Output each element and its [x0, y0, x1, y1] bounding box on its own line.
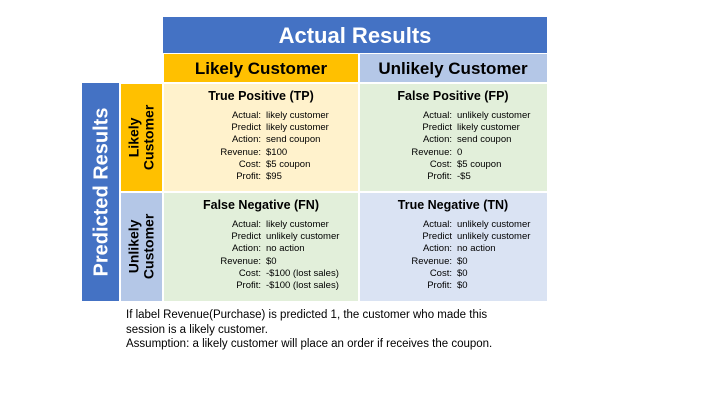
detail-key: Cost:	[429, 158, 452, 170]
detail-value: unlikely customer	[266, 231, 340, 243]
detail-value: $5 coupon	[266, 158, 311, 170]
row-unlikely-line-1: Unlikely	[125, 219, 142, 274]
detail-key: Predict	[231, 231, 261, 243]
detail-value: likely customer	[266, 219, 329, 230]
detail-row	[359, 110, 547, 122]
grid-divider	[163, 53, 547, 54]
detail-value: send coupon	[457, 134, 512, 146]
detail-value: -$100 (lost sales)	[266, 280, 339, 292]
detail-value: send coupon	[266, 134, 321, 146]
cell-details	[163, 110, 359, 183]
cell-false-positive	[359, 83, 547, 192]
detail-row	[163, 231, 359, 243]
detail-value: unlikely customer	[457, 219, 531, 230]
grid-divider	[119, 83, 121, 301]
cell-title: True Positive (TP)	[208, 89, 314, 103]
detail-key: Profit:	[427, 280, 452, 292]
predicted-results-label: Predicted Results	[90, 107, 113, 277]
detail-row	[359, 159, 547, 171]
detail-row	[359, 122, 547, 134]
detail-key: Action:	[231, 243, 261, 255]
detail-row	[163, 219, 359, 231]
detail-value: -$100 (lost sales)	[266, 267, 339, 279]
detail-key: Predict	[422, 122, 452, 134]
detail-value: no action	[457, 243, 496, 255]
detail-row	[359, 243, 547, 255]
detail-key: Cost:	[429, 267, 452, 279]
grid-divider	[358, 54, 360, 301]
row-header-likely-label	[126, 105, 157, 170]
detail-value: 0	[457, 146, 463, 158]
detail-value: $95	[266, 171, 282, 183]
detail-row	[359, 231, 547, 243]
detail-row	[359, 268, 547, 280]
row-likely-line-1: Likely	[125, 117, 142, 158]
detail-key: Profit:	[427, 171, 452, 183]
detail-key: Revenue:	[220, 255, 261, 267]
detail-key: Actual:	[231, 110, 261, 121]
detail-row	[359, 171, 547, 183]
grid-divider	[120, 191, 547, 193]
detail-key: Profit:	[236, 280, 261, 292]
footnote-line-2: session is a likely customer.	[126, 323, 268, 336]
cell-title: False Positive (FP)	[397, 89, 509, 103]
detail-value: likely customer	[457, 122, 520, 134]
footnote	[126, 308, 686, 352]
detail-key: Actual:	[422, 219, 452, 230]
row-header-unlikely	[120, 192, 163, 301]
detail-key: Profit:	[236, 171, 261, 183]
detail-row	[163, 171, 359, 183]
detail-value: unlikely customer	[457, 231, 531, 243]
cell-true-negative	[359, 192, 547, 301]
detail-key: Cost:	[238, 267, 261, 279]
row-unlikely-line-2: Customer	[140, 213, 157, 280]
detail-value: $0	[457, 267, 468, 279]
detail-row	[163, 280, 359, 292]
actual-results-label: Actual Results	[278, 22, 432, 48]
detail-key: Action:	[422, 243, 452, 255]
detail-value: $5 coupon	[457, 158, 502, 170]
detail-key: Revenue:	[411, 255, 452, 267]
detail-row	[163, 134, 359, 146]
detail-row	[359, 280, 547, 292]
detail-value: likely customer	[266, 122, 329, 134]
detail-row	[163, 256, 359, 268]
detail-row	[163, 243, 359, 255]
cell-details	[359, 219, 547, 292]
footnote-line-3: Assumption: a likely customer will place an order if receives the coupon.	[126, 338, 493, 350]
detail-row	[163, 110, 359, 122]
detail-row	[163, 122, 359, 134]
detail-value: $0	[457, 280, 468, 292]
detail-key: Action:	[422, 134, 452, 146]
column-header-likely-label: Likely Customer	[194, 58, 328, 78]
grid-divider	[162, 54, 164, 301]
detail-row	[163, 147, 359, 159]
column-header-unlikely	[359, 54, 547, 83]
detail-key: Revenue:	[220, 146, 261, 158]
detail-key: Cost:	[238, 158, 261, 170]
detail-key: Actual:	[231, 219, 261, 230]
detail-value: $0	[457, 255, 468, 267]
detail-value: no action	[266, 243, 305, 255]
detail-value: -$5	[457, 171, 471, 183]
row-likely-line-2: Customer	[140, 104, 157, 171]
cell-title: True Negative (TN)	[397, 198, 509, 212]
footnote-line-1: If label Revenue(Purchase) is predicted 1, the customer who made this	[126, 309, 488, 321]
cell-title: False Negative (FN)	[202, 198, 319, 212]
cell-details	[359, 110, 547, 183]
cell-false-negative	[163, 192, 359, 301]
detail-key: Revenue:	[411, 146, 452, 158]
detail-value: likely customer	[266, 110, 329, 121]
detail-value: $100	[266, 146, 288, 158]
detail-value: $0	[266, 255, 277, 267]
detail-row	[359, 256, 547, 268]
row-header-likely	[120, 83, 163, 192]
detail-key: Action:	[231, 134, 261, 146]
detail-key: Actual:	[422, 110, 452, 121]
detail-row	[359, 147, 547, 159]
detail-key: Predict	[422, 231, 452, 243]
column-header-likely	[163, 54, 359, 83]
cell-details	[163, 219, 359, 292]
detail-key: Predict	[231, 122, 261, 134]
row-header-unlikely-label	[126, 214, 157, 279]
cell-true-positive	[163, 83, 359, 192]
detail-row	[359, 219, 547, 231]
predicted-results-header	[82, 83, 120, 301]
detail-row	[163, 159, 359, 171]
column-header-unlikely-label: Unlikely Customer	[378, 58, 528, 78]
detail-value: unlikely customer	[457, 110, 531, 121]
grid-divider	[120, 82, 547, 84]
detail-row	[359, 134, 547, 146]
actual-results-header	[163, 17, 547, 54]
detail-row	[163, 268, 359, 280]
